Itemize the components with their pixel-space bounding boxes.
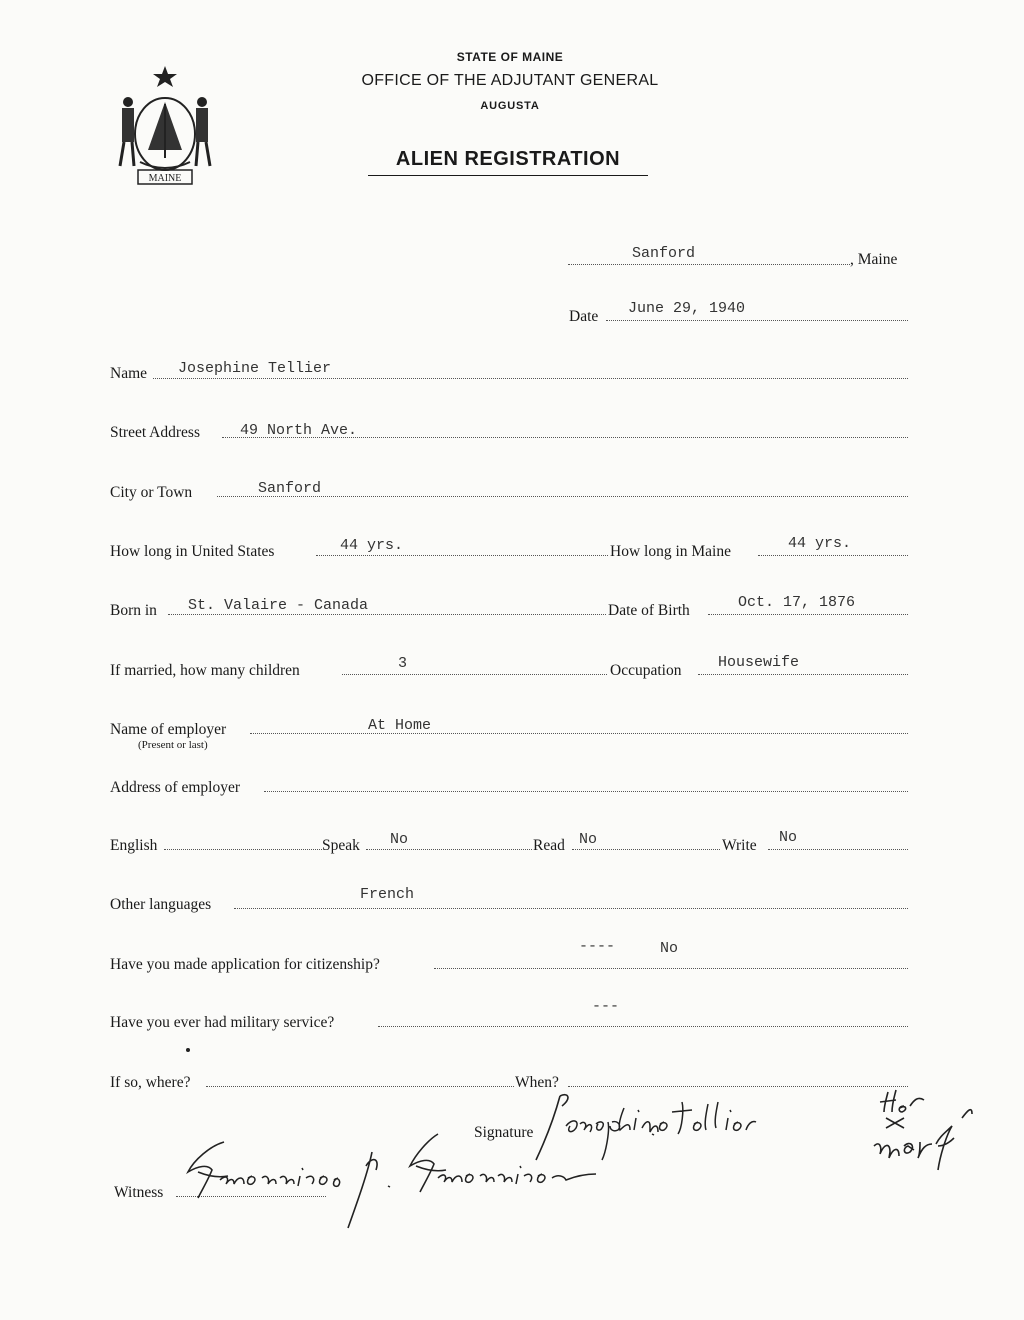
citizenship-line: [434, 968, 908, 969]
other-lang-line: [234, 908, 908, 909]
children-label: If married, how many children: [110, 662, 300, 679]
street-value: 49 North Ave.: [240, 422, 358, 439]
citizenship-label: Have you made application for citizenship?: [110, 956, 380, 973]
when-line: [568, 1086, 908, 1087]
dob-label: Date of Birth: [608, 602, 690, 619]
occupation-line: [698, 674, 908, 675]
read-line: [572, 849, 720, 850]
where-line: [206, 1086, 514, 1087]
name-value: Josephine Tellier: [178, 360, 332, 377]
english-label: English: [110, 837, 158, 854]
employer-label: Name of employer: [110, 721, 227, 738]
city-label: City or Town: [110, 484, 193, 501]
us-value: 44 yrs.: [340, 537, 404, 554]
place-line: [568, 264, 850, 265]
place-suffix: , Maine: [850, 251, 898, 268]
born-line: [168, 614, 606, 615]
emp-address-line: [264, 791, 908, 792]
write-line: [768, 849, 908, 850]
name-label: Name: [110, 365, 148, 382]
street-label: Street Address: [110, 424, 200, 441]
other-lang-label: Other languages: [110, 896, 212, 913]
witness-signature: [176, 1128, 616, 1232]
write-label: Write: [722, 837, 757, 854]
speak-line: [366, 849, 532, 850]
where-label: If so, where?: [110, 1074, 191, 1091]
speak-value: No: [390, 831, 409, 848]
employer-sublabel: (Present or last): [138, 739, 208, 751]
citizenship-dash: ----: [579, 938, 616, 955]
other-lang-value: French: [360, 886, 415, 903]
dob-line: [708, 614, 908, 615]
maine-value: 44 yrs.: [788, 535, 852, 552]
place-value: Sanford: [632, 245, 696, 262]
us-label: How long in United States: [110, 543, 275, 560]
military-label: Have you ever had military service?: [110, 1014, 335, 1031]
born-label: Born in: [110, 602, 157, 619]
state-heading: STATE OF MAINE: [456, 50, 564, 64]
emp-address-label: Address of employer: [110, 779, 240, 796]
occupation-value: Housewife: [718, 654, 800, 671]
citizenship-value: No: [660, 940, 679, 957]
military-line: [378, 1026, 908, 1027]
stray-mark: [186, 1048, 190, 1052]
date-label: Date: [569, 308, 599, 325]
witness-label: Witness: [114, 1184, 164, 1201]
maine-state-seal: [110, 62, 220, 188]
military-value: ---: [592, 998, 620, 1015]
office-heading: OFFICE OF THE ADJUTANT GENERAL: [361, 72, 659, 89]
date-line: [606, 320, 908, 321]
born-value: St. Valaire - Canada: [188, 597, 369, 614]
city-value: Sanford: [258, 480, 322, 497]
city-heading: AUGUSTA: [480, 100, 540, 112]
date-value: June 29, 1940: [628, 300, 746, 317]
read-value: No: [579, 831, 598, 848]
form-title: ALIEN REGISTRATION: [368, 148, 648, 176]
svg-text:MAINE: MAINE: [148, 173, 182, 184]
read-label: Read: [533, 837, 565, 854]
employer-line: [250, 733, 908, 734]
her-mark-annotation: [866, 1084, 990, 1174]
english-line: [164, 849, 322, 850]
name-line: [153, 378, 908, 379]
maine-label: How long in Maine: [610, 543, 731, 560]
employer-value: At Home: [368, 717, 432, 734]
dob-value: Oct. 17, 1876: [738, 594, 856, 611]
children-line: [342, 674, 607, 675]
speak-label: Speak: [322, 837, 360, 854]
children-value: 3: [398, 655, 408, 672]
occupation-label: Occupation: [610, 662, 682, 679]
when-label: When?: [515, 1074, 559, 1091]
signature-label: Signature: [474, 1124, 534, 1141]
write-value: No: [779, 829, 798, 846]
maine-line: [758, 555, 908, 556]
us-line: [316, 555, 608, 556]
